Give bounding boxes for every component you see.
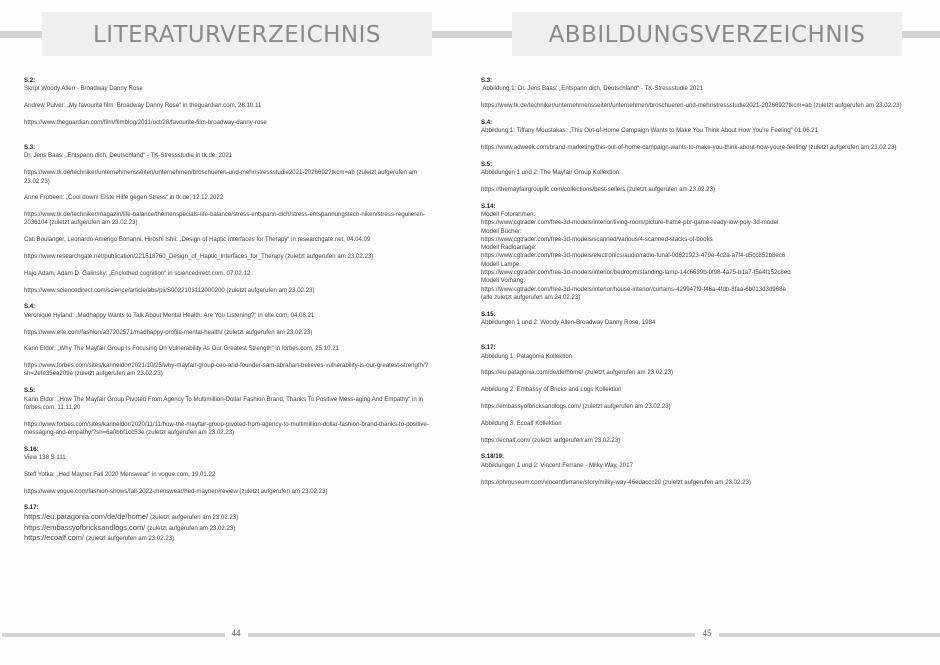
section-label: S.5: <box>481 160 493 168</box>
section-label: S.4: <box>481 118 493 126</box>
bibliography-list <box>24 77 439 543</box>
section-s16 <box>24 446 439 496</box>
section-label: S.17: <box>24 504 39 512</box>
link-url[interactable]: https://ecoalf.com/ <box>24 532 84 542</box>
entry-link[interactable]: https://eu.patagonia.com/de/de/home/ (zuletzt aufgerufen am 23.02.23) <box>481 369 674 377</box>
section-label: S.14: <box>481 202 496 210</box>
entry-link[interactable]: https://ecoalf.com/ (zuletzt aufgerufen am 23.02.23) <box>481 436 621 444</box>
entry: Abbildung 2: Embassy of Bricks and Logs Kollektion <box>481 386 622 394</box>
entry-link[interactable]: https://www.theguardian.com/film/filmblog/2011/oct/28/favourite-film-broadway-danny-rose <box>24 118 267 126</box>
page-title: ABBILDUNGSVERZEICHNIS <box>548 22 866 48</box>
entry: Abbildungen 1 und 2: The Mayfair Group Kollektion <box>481 169 620 177</box>
entry-link[interactable]: https://www.vogue.com/fashion-shows/fall-2022-menswear/hed-mayner#review (zuletzt aufgerufen am 23.02.23) <box>24 487 328 495</box>
section-label: S.2: <box>24 77 36 84</box>
entry: Abbildung 3: Ecoalf Kollektion <box>481 419 562 427</box>
link-line <box>24 512 439 522</box>
model-name: Modell Radioanlage: <box>481 244 537 252</box>
entry: Abbildung 1: Tiffany Moustakas: „This Out-of-Home Campaign Wants to Make You Think About How You're Feeling“ 01.06.21 <box>481 127 819 135</box>
section-label: S.3: <box>24 144 36 152</box>
entry-link[interactable]: https://embassyofbricksandlogs.com/ (zuletzt aufgerufen am 23.02.23) <box>481 403 671 411</box>
model-link[interactable]: https://www.cgtrader.com/free-3d-models/interior/bedroom/standing-lamp-14c6639b-0f98-4a75-b1a7-f5e4f152c8ed <box>481 269 791 277</box>
section-s17 <box>481 344 911 445</box>
section-s5 <box>481 161 911 194</box>
entry: Karin Eldor: „Why The Mayfair Group Is Focusing On Vulnerability As Our Greatest Strength“ in forbes.com, 25.10.21 <box>24 345 339 353</box>
page-number: 45 <box>702 628 712 638</box>
footer-rule-right <box>719 633 940 637</box>
section-label: S.4: <box>24 303 36 311</box>
section-s3 <box>481 77 911 110</box>
entry: Veronique Hyland: „Madhappy Wants to Talk About Mental Health. Are You Listening?“ in elle.com, 04.08.21 <box>24 311 315 319</box>
link-url[interactable]: https://embassyofbricksandlogs.com/ <box>24 522 146 532</box>
section-s4 <box>481 119 911 152</box>
entry: Cati Boulanger, Leonardo Amerigo Bonanni, Hiroshi Ishii: „Design of Haptic Interfaces for Therapy“ in researchgate.net, 04.04.09 <box>24 236 371 244</box>
entry: Andrew Pulver: „My favourite film: Broadway Danny Rose“ in theguardian.com, 28.10.11 <box>24 102 262 110</box>
section-label: S.3: <box>481 77 493 84</box>
entry: Abbildung 1: Dr. Jens Baas: „Entspann dich, Deutschland“ - TK-Stressstudie 2021 <box>481 85 704 93</box>
link-url[interactable]: https://eu.patagonia.com/de/de/home/ <box>24 512 149 522</box>
section-s4 <box>24 303 439 378</box>
section-label: S.15: <box>481 310 496 318</box>
entry-link[interactable]: https://www.tk.de/techniker/unternehmensseiten/unternehmen/broschueren-und-mehr/stressstudie2021-2026692?tkcm=ab (zuletzt aufgerufen am 23.02.23) <box>24 169 418 185</box>
model-note: (alle zuletzt aufgerufen am 24.02.23) <box>481 293 581 301</box>
entry: Steff Yotka: „Hed Mayner Fall 2020 Menswear“ in vogue.com, 19.01.22 <box>24 470 216 478</box>
entry: Dr. Jens Baas: „Entspann dich, Deutschland“ - TK-Stressstudie in tk.de, 2021 <box>24 152 233 160</box>
footer-rule-right <box>248 633 470 637</box>
link-note: (zuletzt aufgerufen am 23.02.23) <box>150 514 239 522</box>
section-label: S.18/19: <box>481 453 505 461</box>
link-note: (zuletzt aufgerufen am 23.02.23) <box>147 524 236 532</box>
page-number: 44 <box>231 628 241 638</box>
section-s5 <box>24 387 439 437</box>
link-line <box>24 523 439 533</box>
section-s3 <box>24 144 439 295</box>
section-s14 <box>481 203 911 303</box>
entry: Abbildung 1: Patagonia Kollektion <box>481 352 573 360</box>
entry-link[interactable]: https://www.forbes.com/sites/karineldor/2021/10/25/why-mayfair-group-ceo-and-founder-sam-abrahart-believes-vulnerability-is-our-greatest-strength/?sh=2efe35ea209e (zuletzt aufgerufen am 23.02.23) <box>24 362 429 378</box>
section-label: S.5: <box>24 387 36 395</box>
section-s2 <box>24 77 439 127</box>
entry-link[interactable]: https://www.sciencedirect.com/science/article/abs/pii/S0022103112000200 (zuletzt aufgerufen am 23.02.23) <box>24 286 315 294</box>
model-link[interactable]: https://www.cgtrader.com/free-3d-models/interior/house-interior/curtains-429947f9-f46a-4fdb-8faa-6b013d3d968e <box>481 285 786 293</box>
entry: Abbildungen 1 und 2: Woody Allen-Broadway Danny Rose, 1984 <box>481 319 656 327</box>
entry-link[interactable]: https://www.tk.de/techniker/unternehmensseiten/unternehmen/broschueren-und-mehr/stressstudie2021-2026692?tkcm=ab (zuletzt aufgerufen am 23.02.23) <box>481 102 902 110</box>
entry: Hajo Adam, Adam D. Galinsky: „Enclothed cognition“ in sciencedirect.com, 07.02.12 <box>24 269 251 277</box>
entry-link[interactable]: https://www.tk.de/techniker/magazin/life-balance/themenspecials-life-balance/stress-entspann-dich/stress-entspannungstech-niken/stress-regulieren-2036104 (zuletzt aufgerufen am 23.02.23) <box>24 211 426 227</box>
entry-link[interactable]: https://www.forbes.com/sites/karineldor/2020/11/11/how-the-mayfair-group-pivoted-from-agency-to-multimillion-dollar-fashion-brand-thanks-to-positive-messaging-and-empathy/?sh=6a0bbf1cc53e (zuletzt aufgerufen am 23.02.23) <box>24 420 429 436</box>
footer-rule-left <box>470 633 695 637</box>
link-note: (zuletzt aufgerufen am 23.02.23) <box>86 534 175 542</box>
section-s15 <box>481 311 911 328</box>
model-name: Modell Fotorahmen: <box>481 210 536 218</box>
entry: Karin Eldor: „How The Mayfair Group Pivoted From Agency To Multimillion-Dollar Fashion Brand, Thanks To Positive Mess-aging And Empathy“ in in forbes.com, 11.11.20 <box>24 395 424 411</box>
entry: Skript Woody Allen - Broadway Danny Rose <box>24 85 143 93</box>
entry: Anne Frobeen: „Cool down! Erste Hilfe gegen Stress“ in tk.de, 12.12.2022 <box>24 194 224 202</box>
model-link[interactable]: https://www.cgtrader.com/free-3d-models/scanned/various/4-scanned-stacks-of-books <box>481 235 713 243</box>
section-label: S.16: <box>24 445 39 453</box>
page-title: LITERATURVERZEICHNIS <box>92 22 382 48</box>
entry-link[interactable]: https://themayfairgroupllc.com/collections/best-sellers (zuletzt aufgerufen am 23.02.23) <box>481 185 716 193</box>
entry: Abbildungen 1 und 2: Vincent Ferrane - Milky Way, 2017 <box>481 461 633 469</box>
entry-link[interactable]: https://www.researchgate.net/publication/221518760_Design_of_Haptic_Interfaces_for_Therapy (zuletzt aufgerufen am 23.02.23) <box>24 253 374 261</box>
model-name: Modell Bücher: <box>481 227 522 235</box>
model-name: Modell Lampe: <box>481 260 521 268</box>
section-label: S.17: <box>481 344 496 352</box>
figure-list <box>481 77 911 495</box>
model-link[interactable]: https://www.cgtrader.com/free-3d-models/interior/living-room/picture-frame-pbr-game-ready-low-poly-3d-model <box>481 219 779 227</box>
entry-link[interactable]: https://www.adweek.com/brand-marketing/this-out-of-home-campaign-wants-to-make-you-think-about-how-youre-feeling/ (zuletzt aufgerufen am 23.02.23) <box>481 143 897 151</box>
model-link[interactable]: https://www.cgtrader.com/free-3d-models/electronics/audio/radio-funal-0d621923-479e-4c2a-a7f4-d5cc852b8ec6 <box>481 252 786 260</box>
section-s18-19 <box>481 453 911 486</box>
model-name: Modell Vorhang: <box>481 277 526 285</box>
section-s17 <box>24 504 439 543</box>
entry-link[interactable]: https://www.elle.com/fashion/a37202571/madhappy-profile-mental-health/ (zuletzt aufgerufen am 23.02.23) <box>24 328 313 336</box>
footer-rule-left <box>2 633 225 637</box>
right-page <box>470 0 940 665</box>
link-line <box>24 533 439 543</box>
entry: View 138 S.111 <box>24 454 66 462</box>
entry-link[interactable]: https://phmuseum.com/vincentferrane/story/milky-way-46edaccc20 (zuletzt aufgerufen am 23.02.23) <box>481 478 751 486</box>
